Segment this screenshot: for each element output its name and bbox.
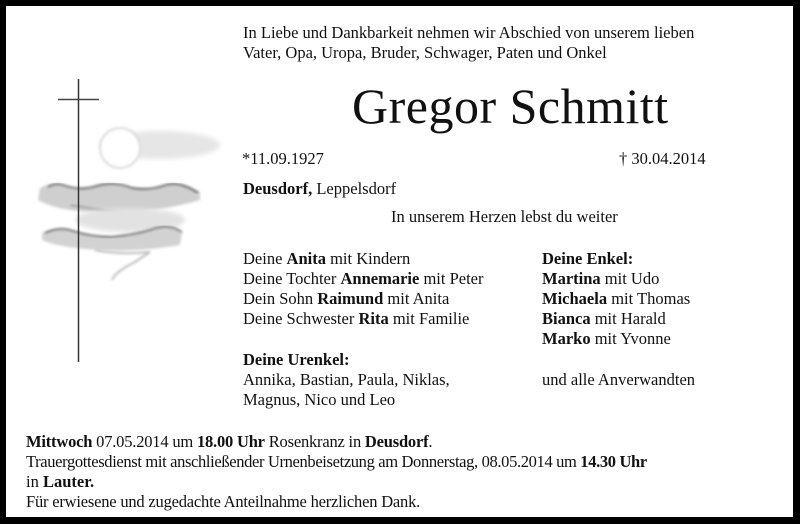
intro-line-2: Vater, Opa, Uropa, Bruder, Schwager, Paten und Onkel: [243, 43, 607, 62]
footer-thanks: Für erwiesene und zugedachte Anteilnahme herzlichen Dank.: [26, 492, 421, 511]
mourner-line: Deine Tochter Annemarie mit Peter: [243, 269, 484, 288]
grandchild-line: Bianca mit Harald: [542, 309, 666, 328]
mourners-left: [243, 249, 484, 329]
great-grandchildren: [243, 350, 450, 410]
place-secondary: Leppelsdorf: [312, 179, 397, 198]
relatives-closing: und alle Anverwandten: [542, 370, 696, 389]
motto: In unserem Herzen lebst du weiter: [391, 207, 618, 226]
footer-line-1: Mittwoch 07.05.2014 um 18.00 Uhr Rosenkranz in Deusdorf.: [26, 432, 433, 451]
cross-landscape-icon: [24, 70, 224, 370]
deceased-name: Gregor Schmitt: [352, 78, 669, 134]
death-date: † 30.04.2014: [619, 149, 706, 168]
grandchild-line: Martina mit Udo: [542, 269, 660, 288]
great-grandchildren-line: Magnus, Nico und Leo: [243, 390, 396, 409]
great-grandchildren-heading: Deine Urenkel:: [243, 350, 350, 369]
grandchildren-heading: Deine Enkel:: [542, 249, 634, 268]
grandchild-line: Michaela mit Thomas: [542, 289, 691, 308]
place: [243, 179, 396, 199]
footer-line-2: Trauergottesdienst mit anschließender Urnenbeisetzung am Donnerstag, 08.05.2014 um 14.30 Uhr: [26, 452, 647, 471]
mourner-line: Dein Sohn Raimund mit Anita: [243, 289, 450, 308]
grandchildren: [542, 249, 690, 349]
intro-line-1: In Liebe und Dankbarkeit nehmen wir Abschied von unserem lieben: [243, 23, 695, 42]
place-main: Deusdorf,: [243, 179, 313, 198]
mourner-line: Deine Anita mit Kindern: [243, 249, 411, 268]
footer-line-3: in Lauter.: [26, 472, 95, 491]
mourner-line: Deine Schwester Rita mit Familie: [243, 309, 470, 328]
great-grandchildren-line: Annika, Bastian, Paula, Niklas,: [243, 370, 450, 389]
grandchild-line: Marko mit Yvonne: [542, 329, 671, 348]
birth-date: *11.09.1927: [242, 149, 324, 168]
